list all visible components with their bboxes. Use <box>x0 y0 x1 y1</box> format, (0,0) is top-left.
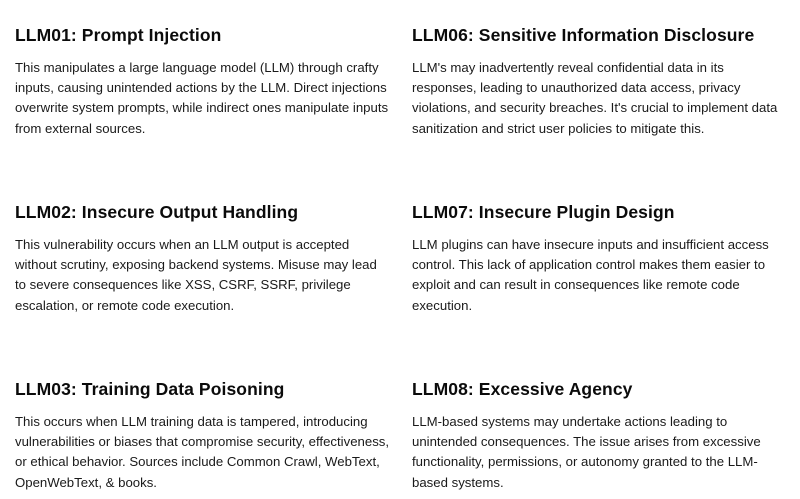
card-description: This occurs when LLM training data is tampered, introducing vulnerabilities or biases that compromise security, effectiveness, or ethical behavior. Sources include Common Crawl, WebText, OpenWebText, & books. <box>15 414 390 490</box>
card-llm03 <box>15 376 390 493</box>
card-description: LLM-based systems may undertake actions leading to unintended consequences. The issue arises from excessive functionality, permissions, or autonomy granted to the LLM-based systems. <box>412 414 761 490</box>
card-title: LLM02: Insecure Output Handling <box>15 202 299 222</box>
card-title: LLM01: Prompt Injection <box>15 25 222 45</box>
card-title: LLM06: Sensitive Information Disclosure <box>412 25 755 45</box>
card-description: This manipulates a large language model (LLM) through crafty inputs, causing unintended actions by the LLM. Direct injections overwrite system prompts, while indirect ones manipulate inputs from external sources. <box>15 60 389 136</box>
card-title: LLM08: Excessive Agency <box>412 379 633 399</box>
card-llm07 <box>412 199 792 316</box>
card-llm08 <box>412 376 792 493</box>
card-llm06 <box>412 22 792 139</box>
card-llm02 <box>15 199 390 316</box>
card-description: LLM plugins can have insecure inputs and insufficient access control. This lack of application control makes them easier to exploit and can result in consequences like remote code execution. <box>412 237 769 313</box>
card-description: LLM's may inadvertently reveal confidential data in its responses, leading to unauthorized data access, privacy violations, and security breaches. It's crucial to implement data sanitization and strict user policies to mitigate this. <box>412 60 778 136</box>
card-title: LLM07: Insecure Plugin Design <box>412 202 675 222</box>
card-llm01 <box>15 22 390 139</box>
card-description: This vulnerability occurs when an LLM output is accepted without scrutiny, exposing backend systems. Misuse may lead to severe consequences like XSS, CSRF, SSRF, privilege escalation, or remote code execution. <box>15 237 377 313</box>
card-title: LLM03: Training Data Poisoning <box>15 379 285 399</box>
